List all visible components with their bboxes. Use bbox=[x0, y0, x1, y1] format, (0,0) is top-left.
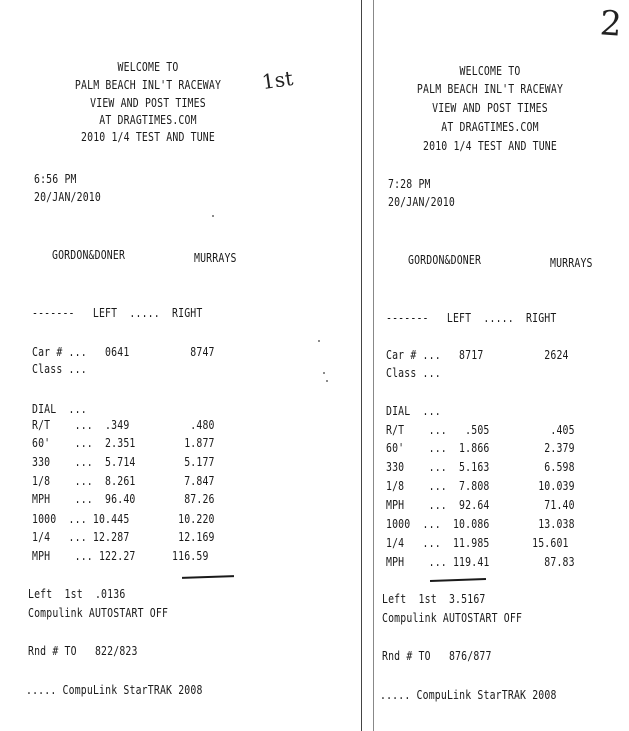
round-number: Rnd # TO 876/877 bbox=[382, 649, 492, 663]
team-right: MURRAYS bbox=[550, 256, 593, 270]
compulink-status: Compulink AUTOSTART OFF bbox=[382, 611, 523, 625]
stat-row-60ft: 60' ... 1.866 2.379 bbox=[386, 441, 575, 455]
header-line-3: VIEW AND POST TIMES bbox=[90, 96, 206, 110]
underline-mark bbox=[182, 575, 234, 579]
round-number: Rnd # TO 822/823 bbox=[28, 644, 138, 658]
underline-mark bbox=[430, 578, 486, 582]
stat-row-mph-eighth: MPH ... 96.40 87.26 bbox=[32, 492, 215, 506]
compulink-status: Compulink AUTOSTART OFF bbox=[28, 606, 169, 620]
stat-row-mph-quarter: MPH ... 119.41 87.83 bbox=[386, 555, 575, 569]
slip-time: 7:28 PM bbox=[388, 177, 431, 191]
scan-speck bbox=[212, 215, 214, 217]
stat-row-eighth: 1/8 ... 8.261 7.847 bbox=[32, 474, 215, 488]
lane-header: ------- LEFT ..... RIGHT bbox=[32, 306, 203, 320]
car-number-row: Car # ... 8717 2624 bbox=[386, 348, 569, 362]
slip-time: 6:56 PM bbox=[34, 172, 77, 186]
slip-date: 20/JAN/2010 bbox=[388, 195, 455, 209]
stat-row-quarter: 1/4 ... 12.287 12.169 bbox=[32, 530, 215, 544]
stat-row-quarter: 1/4 ... 11.985 15.601 bbox=[386, 536, 569, 550]
stat-row-330: 330 ... 5.163 6.598 bbox=[386, 460, 575, 474]
header-line-4: AT DRAGTIMES.COM bbox=[441, 120, 539, 134]
dial-row: DIAL ... bbox=[386, 404, 441, 418]
team-left: GORDON&DONER bbox=[408, 253, 482, 267]
stat-row-rt: R/T ... .505 .405 bbox=[386, 423, 575, 437]
header-line-4: AT DRAGTIMES.COM bbox=[99, 113, 197, 127]
header-line-2: PALM BEACH INL'T RACEWAY bbox=[74, 78, 222, 92]
slip-footer: ..... CompuLink StarTRAK 2008 bbox=[26, 683, 203, 697]
header-line-5: 2010 1/4 TEST AND TUNE bbox=[81, 130, 215, 144]
slip-footer: ..... CompuLink StarTRAK 2008 bbox=[380, 688, 557, 702]
scan-speck bbox=[318, 340, 320, 342]
stat-row-330: 330 ... 5.714 5.177 bbox=[32, 455, 215, 469]
stat-row-1000: 1000 ... 10.445 10.220 bbox=[32, 512, 215, 526]
race-result: Left 1st 3.5167 bbox=[382, 592, 486, 606]
slip-date: 20/JAN/2010 bbox=[34, 190, 101, 204]
scan-speck bbox=[326, 380, 328, 382]
team-left: GORDON&DONER bbox=[52, 248, 126, 262]
class-row: Class ... bbox=[386, 366, 441, 380]
lane-header: ------- LEFT ..... RIGHT bbox=[386, 311, 557, 325]
team-right: MURRAYS bbox=[194, 251, 237, 265]
stat-row-60ft: 60' ... 2.351 1.877 bbox=[32, 436, 215, 450]
race-result: Left 1st .0136 bbox=[28, 587, 126, 601]
stat-row-1000: 1000 ... 10.086 13.038 bbox=[386, 517, 575, 531]
dial-row: DIAL ... bbox=[32, 402, 87, 416]
header-line-1: WELCOME TO bbox=[117, 60, 179, 74]
margin-note-text: 1st bbox=[260, 65, 295, 95]
stat-row-mph-quarter: MPH ... 122.27 116.59 bbox=[32, 549, 209, 563]
stat-row-mph-eighth: MPH ... 92.64 71.40 bbox=[386, 498, 575, 512]
handwritten-page-number: 2 bbox=[598, 3, 624, 45]
car-number-row: Car # ... 0641 8747 bbox=[32, 345, 215, 359]
stat-row-rt: R/T ... .349 .480 bbox=[32, 418, 215, 432]
header-line-1: WELCOME TO bbox=[459, 64, 521, 78]
scan-speck bbox=[323, 372, 325, 374]
class-row: Class ... bbox=[32, 362, 87, 376]
header-line-5: 2010 1/4 TEST AND TUNE bbox=[423, 139, 557, 153]
stat-row-eighth: 1/8 ... 7.808 10.039 bbox=[386, 479, 575, 493]
header-line-2: PALM BEACH INL'T RACEWAY bbox=[416, 82, 564, 96]
header-line-3: VIEW AND POST TIMES bbox=[432, 101, 548, 115]
timeslip-right bbox=[360, 0, 629, 731]
handwritten-1st-note bbox=[260, 66, 294, 95]
